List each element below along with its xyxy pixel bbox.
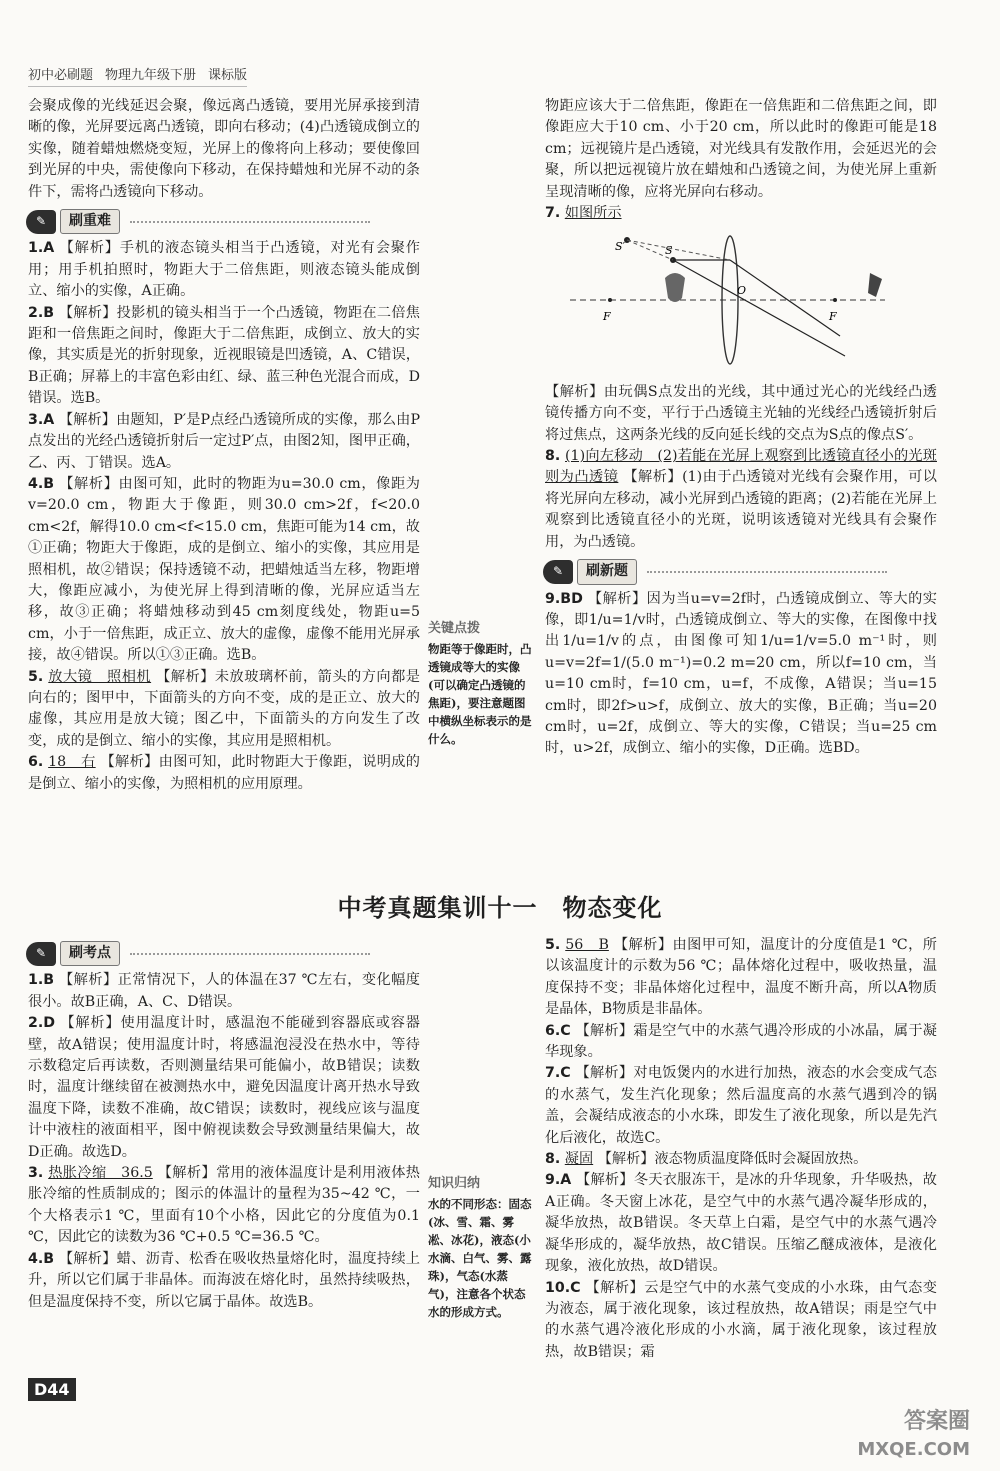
right-top-column (545, 96, 937, 760)
continued-text: 物距应该大于二倍焦距，像距在一倍焦距和二倍焦距之间，即像距应大于10 cm、小于20 cm，所以此时的像距可能是18 cm；远视镜片是凸透镜，对光线具有发散作用，会延迟光的会聚，所以把远视镜片放在蜡烛和凸透镜之间，为使光屏上重新呈现清晰的像，应将光屏向右移动。 (545, 98, 937, 200)
svg-text:S′: S′ (615, 240, 626, 254)
answer-item: 10.C 【解析】云是空气中的水蒸气变成的小水珠，由气态变为液态，属于液化现象，该过程放热，故A错误；雨是空气中的水蒸气遇冷液化形成的小水滴，属于液化现象，该过程放热，故B错误；霜 (545, 1279, 937, 1360)
book-icon: ✎ (26, 210, 56, 234)
watermark-logo: 答案圈 MXQE.COM (857, 1409, 970, 1460)
dotted-divider (130, 953, 370, 955)
focus-left (608, 298, 612, 302)
center-ray (673, 260, 845, 356)
answer-item: 1.A 【解析】手机的液态镜头相当于凸透镜，对光有会聚作用；用手机拍照时，物距大于二倍焦距，则液态镜头能成倒立、缩小的实像，A正确。 (28, 240, 420, 300)
answer-item: 4.B 【解析】蜡、沥青、松香在吸收热量熔化时，温度持续上升，所以它们属于非晶体。而海波在熔化时，虽然持续吸热，但是温度保持不变，所以它属于晶体。故选B。 (28, 1250, 420, 1310)
answer-item: 6. 18 右 【解析】由图可知，此时物距大于像距，说明成的是倒立、缩小的实像，为照相机的应用原理。 (28, 754, 420, 792)
toy-figure-icon (665, 273, 685, 302)
focus-right (833, 298, 837, 302)
section-tag-exam (26, 941, 370, 966)
side-note-knowledge (428, 1175, 536, 1321)
eye-icon (868, 273, 882, 297)
lens-ray-diagram (565, 228, 895, 368)
side-note-text: 物距等于像距时，凸透镜成等大的实像(可以确定凸透镜的焦距)，要注意题图中横纵坐标表示的是什么。 (428, 642, 532, 746)
answer-item: 2.B 【解析】投影机的镜头相当于一个凸透镜，物距在二倍焦距和一倍焦距之间时，像距大于二倍焦距，成倒立、放大的实像，其实质是光的折射现象，近视眼镜是凹透镜，A、C错误，B正确；屏幕上的丰富色彩由红、绿、蓝三种色光混合而成，D错误。选B。 (28, 304, 420, 407)
side-note-heading: 关键点拨 (428, 621, 481, 636)
left-top-column (28, 96, 420, 795)
svg-text:S: S (665, 244, 673, 258)
svg-text:F: F (829, 310, 837, 324)
dotted-divider (647, 571, 887, 573)
section-tag-label: 刷考点 (60, 941, 120, 966)
continued-text: 会聚成像的光线延迟会聚，像远离凸透镜，要用光屏承接到清晰的像，光屏要远离凸透镜，即向右移动；(4)凸透镜成倒立的实像，随着蜡烛燃烧变短，光屏上的像将向上移动；要使像回到光屏的中央，需使像向下移动，在保持蜡烛和光屏不动的条件下，需将凸透镜向下移动。 (28, 98, 420, 200)
answer-item: 7. 如图所示 (545, 205, 622, 222)
header-edition: 课标版 (208, 68, 248, 83)
answer-item: 2.D 【解析】使用温度计时，感温泡不能碰到容器底或容器壁，故A错误；使用温度计时，将感温泡浸没在热水中，等待示数稳定后再读数，否则测量结果可能偏小，故B错误；读数时，温度计继续留在被测热水中，避免因温度计离开热水导致温度下降，读数不准确，故C错误；读数时，视线应该与温度计中液柱的液面相平，图中俯视读数会导致测量结果偏大，故D正确。故选D。 (28, 1015, 420, 1160)
page-number: D44 (28, 1378, 76, 1401)
side-note-text: 水的不同形态：固态(冰、雪、霜、雾凇、冰花)，液态(小水滴、白气、雾、露珠)，气态(水蒸气)，注意各个状态水的形成方式。 (428, 1197, 532, 1319)
side-note-heading: 知识归纳 (428, 1176, 481, 1191)
answer-item: 8. (1)向左移动 (2)若能在光屏上观察到比透镜直径小的光斑则为凸透镜 【解析】(1)由于凸透镜对光线有会聚作用，可以将光屏向左移动，减小光屏到凸透镜的距离；(2)若能在光屏上观察到比透镜直径小的光斑，说明该透镜对光线具有会聚作用，为凸透镜。 (545, 448, 937, 550)
right-bottom-column (545, 935, 937, 1363)
chapter-title: 中考真题集训十一 物态变化 (337, 894, 663, 922)
svg-text:O: O (737, 284, 747, 298)
answer-item: 1.B 【解析】正常情况下，人的体温在37 ℃左右，变化幅度很小。故B正确，A、C、D错误。 (28, 972, 420, 1010)
answer-item: 4.B 【解析】由图可知，此时的物距为u=30.0 cm，像距为v=20.0 cm，物距大于像距，则30.0 cm>2f，f<20.0 cm<2f，解得10.0 cm<f<15.0 cm，焦距可能为14 cm，故①正确；物距大于像距，成的是倒立、缩小的实像，其应用是照相机，故②错误；保持透镜不动，把蜡烛适当左移，物距增大，像距应减小，为使光屏上得到清晰的像，光屏应适当左移，故③正确；将蜡烛移动到45 cm刻度线处，物距u=5 cm，小于一倍焦距，成正立、放大的虚像，虚像不能用光屏承接，故④错误。所以①③正确。选B。 (28, 475, 420, 664)
answer-item: 9.BD 【解析】因为当u=v=2f时，凸透镜成倒立、等大的实像，即1/u=1/v时，凸透镜成倒立、等大的实像，在图像中找出1/u=1/v的点，由图像可知1/u=1/v=5.0 m⁻¹时，则u=v=2f=1/(5.0 m⁻¹)=0.2 m=20 cm，所以f=10 cm，当u=10 cm时，f=10 cm，u=f，不成像，A错误；当u=15 cm时，即2f>u>f，成倒立、放大的实像，B正确；当u=20 cm时，u=2f，成倒立、等大的实像，C错误；当u=25 cm时，u>2f，成倒立、缩小的实像，D正确。选BD。 (545, 590, 937, 757)
left-bottom-column (28, 935, 420, 1313)
section-tag-hard (26, 209, 370, 234)
refracted-ray (730, 260, 840, 336)
section-tag-label: 刷新题 (577, 559, 637, 584)
answer-item: 3. 热胀冷缩 36.5 【解析】常用的液体温度计是利用液体热胀冷缩的性质制成的；图示的体温计的量程为35~42 ℃，一个大格表示1 ℃，里面有10个小格，因此它的分度值为0.1 ℃，因此它的读数为36 ℃+0.5 ℃=36.5 ℃。 (28, 1165, 420, 1246)
answer-item: 5. 56 B 【解析】由图甲可知，温度计的分度值是1 ℃，所以该温度计的示数为56 ℃；晶体熔化过程中，吸收热量，温度保持不变；非晶体熔化过程中，温度不断升高，所以A物质是晶体，B物质是非晶体。 (545, 937, 937, 1018)
answer-item: 7.C 【解析】对电饭煲内的水进行加热，液态的水会变成气态的水蒸气，发生汽化现象；然后温度高的水蒸气遇到冷的锅盖，会凝结成液态的小水珠，即发生了液化现象，所以是先汽化后液化，故选C。 (545, 1065, 937, 1146)
side-note-key-point (428, 620, 536, 748)
answer-item: 3.A 【解析】由题知，P′是P点经凸透镜所成的实像，那么由P点发出的光经凸透镜折射后一定过P′点，由图2知，图甲正确，乙、丙、丁错误。选A。 (28, 411, 420, 471)
running-header (28, 64, 247, 87)
answer-item: 6.C 【解析】霜是空气中的水蒸气遇冷形成的小冰晶，属于凝华现象。 (545, 1022, 937, 1061)
header-series: 初中必刷题 (28, 68, 94, 83)
section-tag-label: 刷重难 (60, 209, 120, 234)
book-icon: ✎ (26, 942, 56, 966)
svg-text:F: F (603, 310, 611, 324)
answer-item: 8. 凝固 【解析】液态物质温度降低时会凝固放热。 (545, 1151, 868, 1168)
dotted-divider (130, 221, 370, 223)
answer-item: 9.A 【解析】冬天衣服冻干，是冰的升华现象，升华吸热，故A正确。冬天窗上冰花，是空气中的水蒸气遇冷凝华形成的，凝华放热，故B错误。冬天草上白霜，是空气中的水蒸气遇冷凝华形成的，凝华放热，故C错误。压缩乙醚成液体，是液化现象，液化放热，故D错误。 (545, 1172, 937, 1275)
answer-item: 5. 放大镜 照相机 【解析】未放玻璃杯前，箭头的方向都是向右的；图甲中，下面箭头的方向不变，成的是正立、放大的虚像，其应用是放大镜；图乙中，下面箭头的方向发生了改变，成的是倒立、缩小的实像，其应用是照相机。 (28, 668, 420, 749)
header-subject: 物理九年级下册 (105, 68, 197, 83)
book-icon: ✎ (543, 560, 573, 584)
backward-extension-1 (627, 240, 730, 260)
answer-item: 【解析】由玩偶S点发出的光线，其中通过光心的光线经凸透镜传播方向不变，平行于凸透镜主光轴的光线经凸透镜折射后将过焦点，这两条光线的反向延长线的交点为S点的像点S′。 (545, 383, 937, 443)
section-tag-new (543, 559, 887, 584)
